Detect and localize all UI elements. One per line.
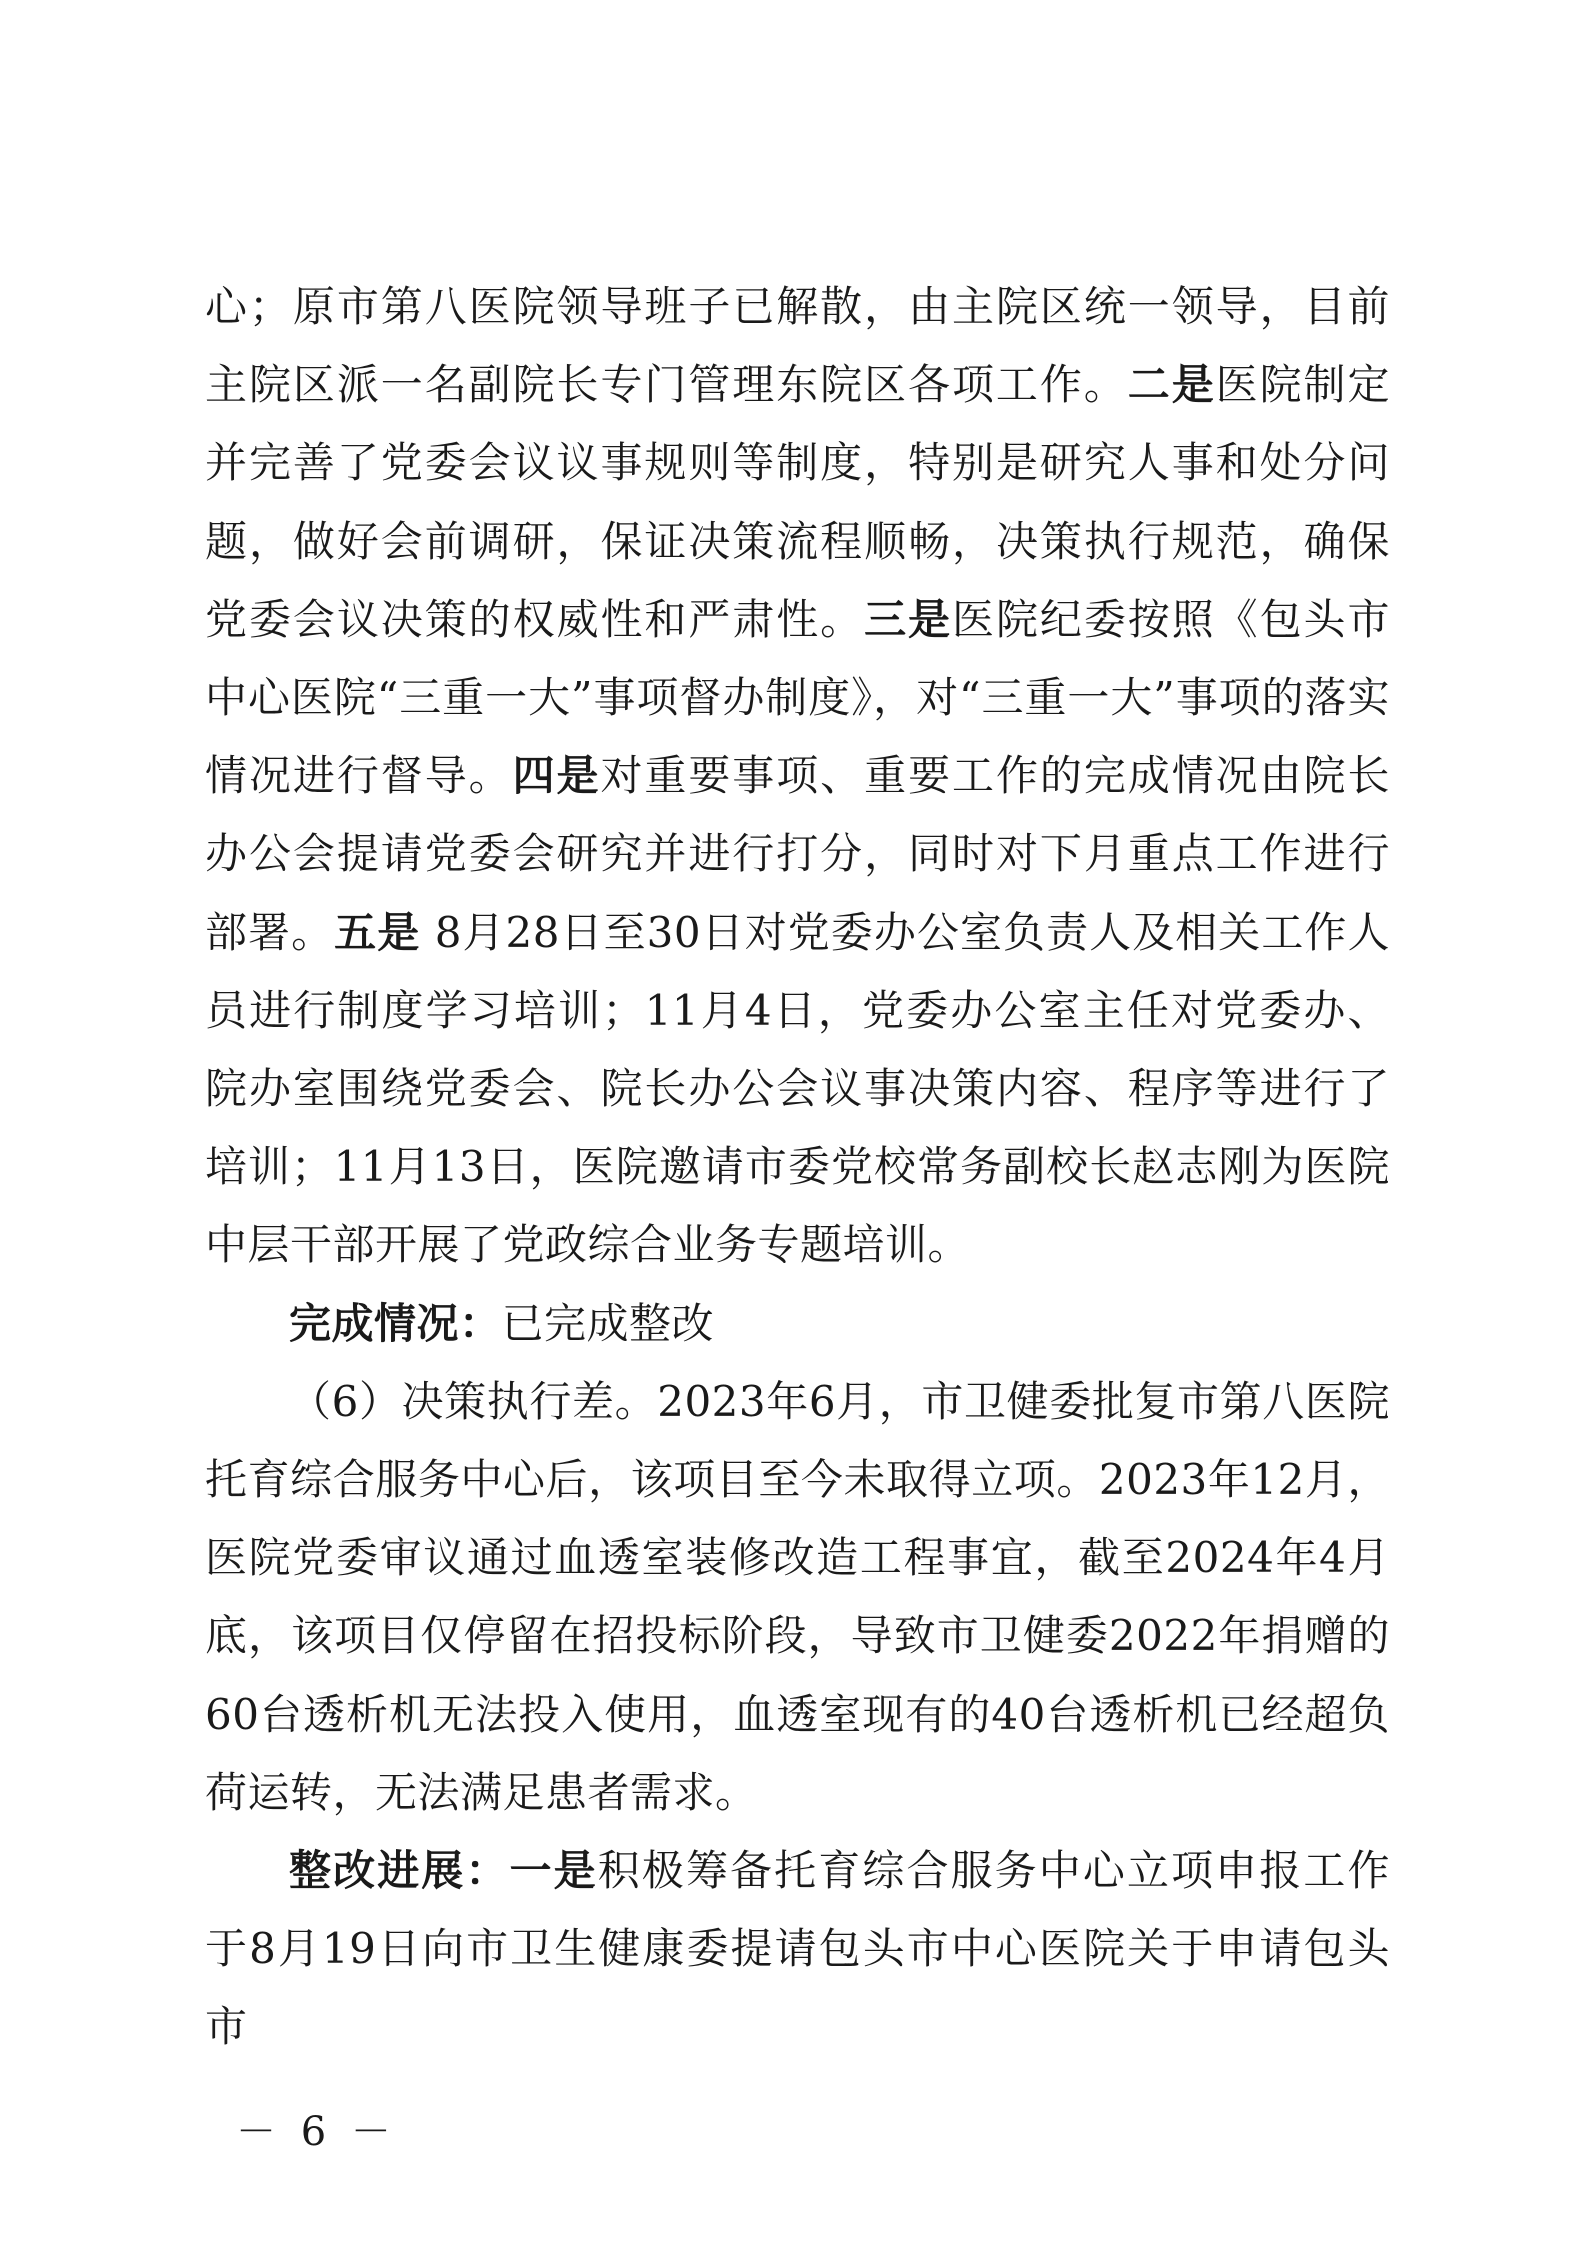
completion-status-label: 完成情况： (289, 1298, 502, 1348)
emphasis-label: 五是 (334, 907, 421, 957)
paragraph-measures-continued (205, 268, 1390, 1285)
text-segment: 医院纪委按照《包头市中心医院“三重一大”事项督办制度》，对“三重一大”事项的落实情况进行督导。 (205, 594, 1390, 801)
page-number: － 6 － (236, 2109, 397, 2155)
progress-text: 积极筹备托育综合服务中心立项申报工作于8月19日向市卫生健康委提请包头市中心医院关于申请包头市 (205, 1846, 1390, 2052)
paragraph-issue-6 (205, 1363, 1390, 1832)
emphasis-label: 二是 (1127, 360, 1216, 410)
text-segment: 8月28日至30日对党委办公室负责人及相关工作人员进行制度学习培训；11月4日，党委办公室主任对党委办、院办室围绕党委会、院长办公会议事决策内容、程序等进行了培训；11月13日，医院邀请市委党校常务副校长赵志刚为医院中层干部开展了党政综合业务专题培训。 (205, 907, 1390, 1270)
document-body (205, 268, 1390, 2067)
paragraph-completion-status (205, 1285, 1390, 1363)
text-segment: 对重要事项、重要工作的完成情况由院长办公会提请党委会研究并进行打分，同时对下月重点工作进行部署。 (205, 751, 1390, 957)
text-segment: 医院制定并完善了党委会议议事规则等制度，特别是研究人事和处分问题，做好会前调研，保证决策流程顺畅，决策执行规范，确保党委会议决策的权威性和严肃性。 (205, 360, 1390, 644)
emphasis-label: 一是 (509, 1846, 598, 1896)
issue-text: （6）决策执行差。2023年6月，市卫健委批复市第八医院托育综合服务中心后，该项目至今未取得立项。2023年12月，医院党委审议通过血透室装修改造工程事宜，截至2024年4月底，该项目仅停留在招投标阶段，导致市卫健委2022年捐赠的60台透析机无法投入使用，血透室现有的40台透析机已经超负荷运转，无法满足患者需求。 (205, 1376, 1390, 1817)
progress-label: 整改进展： (289, 1846, 510, 1896)
completion-status-value: 已完成整改 (501, 1298, 715, 1348)
emphasis-label: 四是 (512, 751, 601, 801)
paragraph-rectification-progress (205, 1832, 1390, 2067)
emphasis-label: 三是 (864, 594, 952, 644)
text-segment: 心；原市第八医院领导班子已解散，由主院区统一领导，目前主院区派一名副院长专门管理东院区各项工作。 (205, 282, 1390, 410)
